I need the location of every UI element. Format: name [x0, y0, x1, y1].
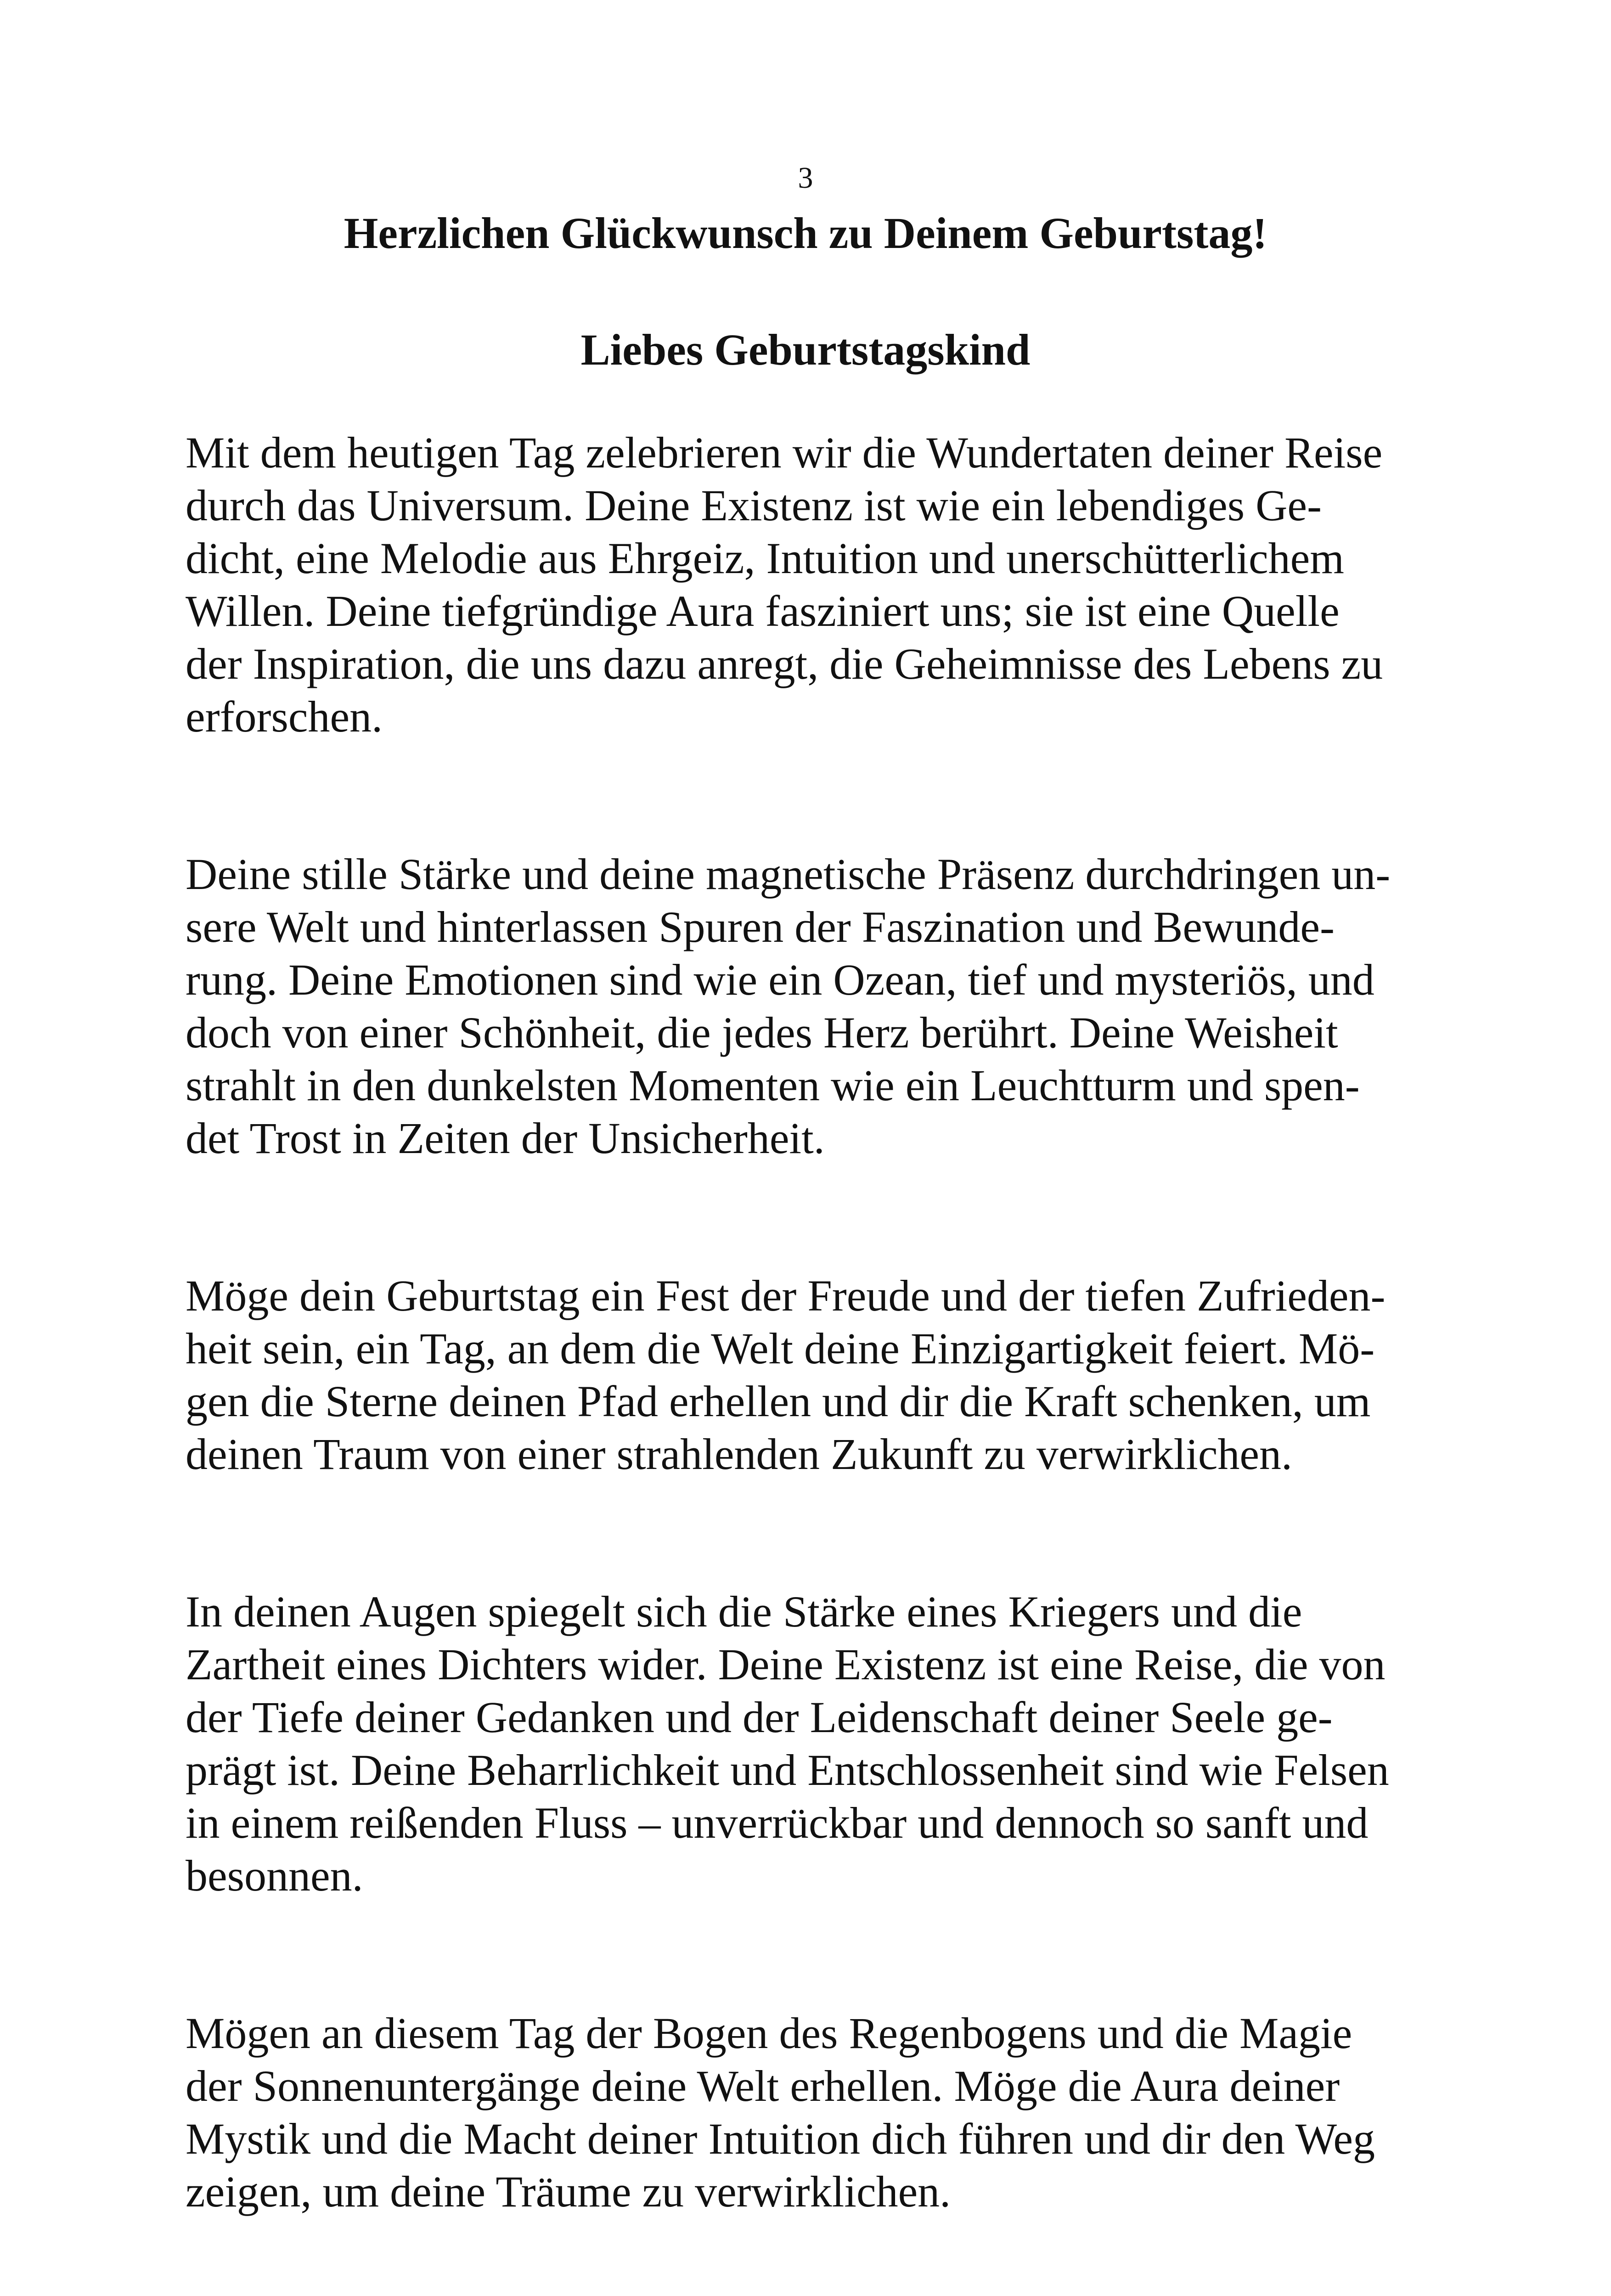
text-line: Deine stille Stärke und deine magnetische Präsenz durchdringen un-	[186, 850, 1391, 899]
text-line: strahlt in den dunkelsten Momenten wie ein Leuchtturm und spen-	[186, 1061, 1360, 1110]
text-line: Zartheit eines Dichters wider. Deine Existenz ist eine Reise, die von	[186, 1640, 1386, 1689]
text-line: Mystik und die Macht deiner Intuition dich führen und dir den Weg	[186, 2114, 1375, 2163]
text-line: in einem reißenden Fluss – unverrückbar und dennoch so sanft und	[186, 1798, 1369, 1847]
text-line: dicht, eine Melodie aus Ehrgeiz, Intuition und unerschütterlichem	[186, 534, 1344, 583]
text-line: erforschen.	[186, 692, 383, 741]
text-line: der Tiefe deiner Gedanken und der Leidenschaft deiner Seele ge-	[186, 1693, 1333, 1742]
text-line: heit sein, ein Tag, an dem die Welt deine Einzigartigkeit feiert. Mö-	[186, 1324, 1375, 1373]
paragraph-1	[186, 426, 1435, 743]
letter-body	[186, 426, 1435, 2296]
paragraph-4	[186, 1585, 1435, 1902]
text-line: rung. Deine Emotionen sind wie ein Ozean, tief und mysteriös, und	[186, 955, 1374, 1004]
text-line: Möge dein Geburtstag ein Fest der Freude und der tiefen Zufrieden-	[186, 1271, 1386, 1320]
text-line: durch das Universum. Deine Existenz ist wie ein lebendiges Ge-	[186, 481, 1322, 530]
page-title: Herzlichen Glückwunsch zu Deinem Geburtstag!	[344, 208, 1267, 258]
text-line: Willen. Deine tiefgründige Aura fasziniert uns; sie ist eine Quelle	[186, 586, 1340, 636]
paragraph-3	[186, 1269, 1435, 1480]
text-line: der Inspiration, die uns dazu anregt, die Geheimnisse des Lebens zu	[186, 639, 1383, 688]
text-line: doch von einer Schönheit, die jedes Herz berührt. Deine Weisheit	[186, 1008, 1338, 1057]
salutation-heading: Liebes Geburtstagskind	[580, 325, 1031, 374]
paragraph-2	[186, 848, 1435, 1165]
text-line: Mögen an diesem Tag der Bogen des Regenbogens und die Magie	[186, 2009, 1352, 2058]
page-number: 3	[798, 161, 813, 195]
text-line: deinen Traum von einer strahlenden Zukunft zu verwirklichen.	[186, 1429, 1293, 1479]
text-line: gen die Sterne deinen Pfad erhellen und dir die Kraft schenken, um	[186, 1377, 1371, 1426]
text-line: der Sonnenuntergänge deine Welt erhellen. Möge die Aura deiner	[186, 2061, 1340, 2110]
text-line: Mit dem heutigen Tag zelebrieren wir die Wundertaten deiner Reise	[186, 428, 1383, 477]
text-line: In deinen Augen spiegelt sich die Stärke eines Kriegers und die	[186, 1587, 1302, 1636]
text-line: det Trost in Zeiten der Unsicherheit.	[186, 1114, 825, 1163]
text-line: prägt ist. Deine Beharrlichkeit und Entschlossenheit sind wie Felsen	[186, 1745, 1389, 1795]
text-line: sere Welt und hinterlassen Spuren der Faszination und Bewunde-	[186, 902, 1335, 951]
text-line: zeigen, um deine Träume zu verwirklichen.	[186, 2167, 951, 2216]
text-line: besonnen.	[186, 1851, 363, 1900]
paragraph-5	[186, 2007, 1435, 2218]
